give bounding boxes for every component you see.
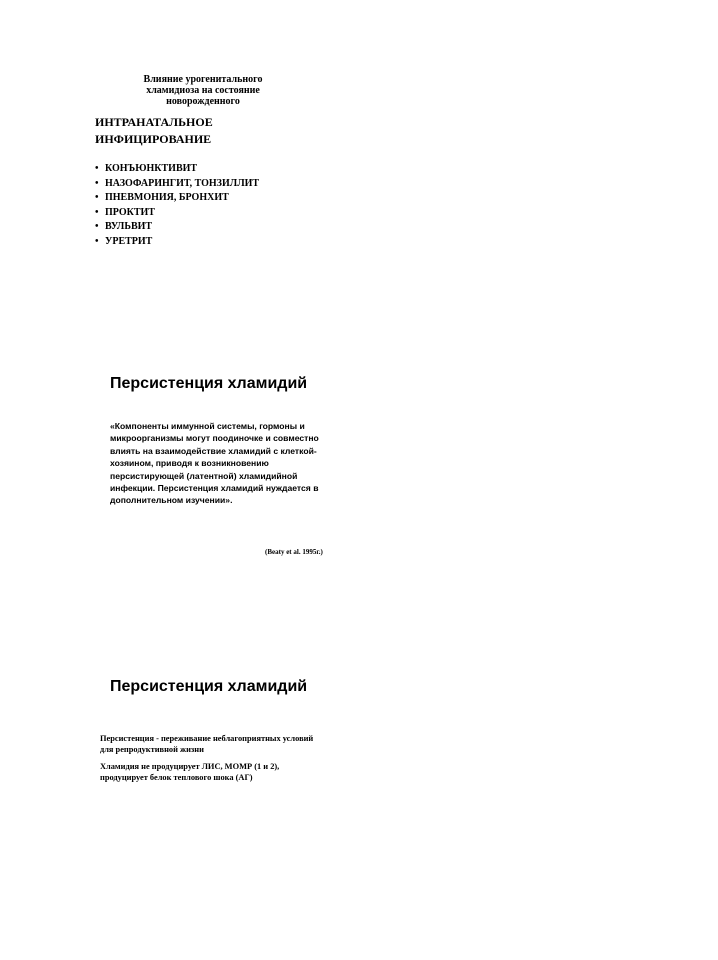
list-item-label: УРЕТРИТ xyxy=(105,235,153,247)
bullet-icon: • xyxy=(95,177,99,189)
list-item-label: ПНЕВМОНИЯ, БРОНХИТ xyxy=(105,192,229,204)
list-item-label: КОНЪЮНКТИВИТ xyxy=(105,163,198,174)
slide1-heading-line2: ИНФИЦИРОВАНИЕ xyxy=(95,132,212,146)
list-item-label: НАЗОФАРИНГИТ, ТОНЗИЛЛИТ xyxy=(105,177,260,189)
slide1-subtitle: Влияние урогенитального хламидиоза на состояние новорожденного xyxy=(143,74,263,107)
list-item xyxy=(95,206,259,221)
slide1-bullet-list xyxy=(95,162,259,250)
list-item-label: ВУЛЬВИТ xyxy=(105,221,153,233)
bullet-icon: • xyxy=(95,163,99,174)
bullet-icon: • xyxy=(95,235,99,247)
list-item-label: ПРОКТИТ xyxy=(105,206,155,218)
slide3-paragraph-1: Персистенция - переживание неблагоприятных условий для репродуктивной жизни xyxy=(100,734,314,754)
list-item xyxy=(95,177,259,192)
list-item xyxy=(95,191,259,206)
slide1-heading xyxy=(95,114,345,148)
bullet-icon: • xyxy=(95,206,99,218)
slide2-quote: «Компоненты иммунной системы, гормоны и микроорганизмы могут поодиночке и совместно влиять на взаимодействие хламидий с клеткой-хозяином, приводя к возникновению персистирующей (латентной) хламидийной инфекции. Персистенция хламидий нуждается в дополнительном изучении». xyxy=(110,421,319,506)
list-item xyxy=(95,235,259,250)
slide1-heading-line1: ИНТРАНАТАЛЬНОЕ xyxy=(95,115,213,129)
slide3-paragraph-2: Хламидия не продуцирует ЛИС, МОМР (1 и 2), продуцирует белок теплового шока (АГ) xyxy=(100,762,280,782)
slide2-citation: (Beaty et al. 1995г.) xyxy=(265,548,323,556)
list-item xyxy=(95,220,259,235)
bullet-icon: • xyxy=(95,192,99,204)
bullet-icon: • xyxy=(95,221,99,233)
slide2-title: Персистенция хламидий xyxy=(110,375,308,392)
slide3-title: Персистенция хламидий xyxy=(110,678,308,695)
list-item xyxy=(95,162,259,177)
